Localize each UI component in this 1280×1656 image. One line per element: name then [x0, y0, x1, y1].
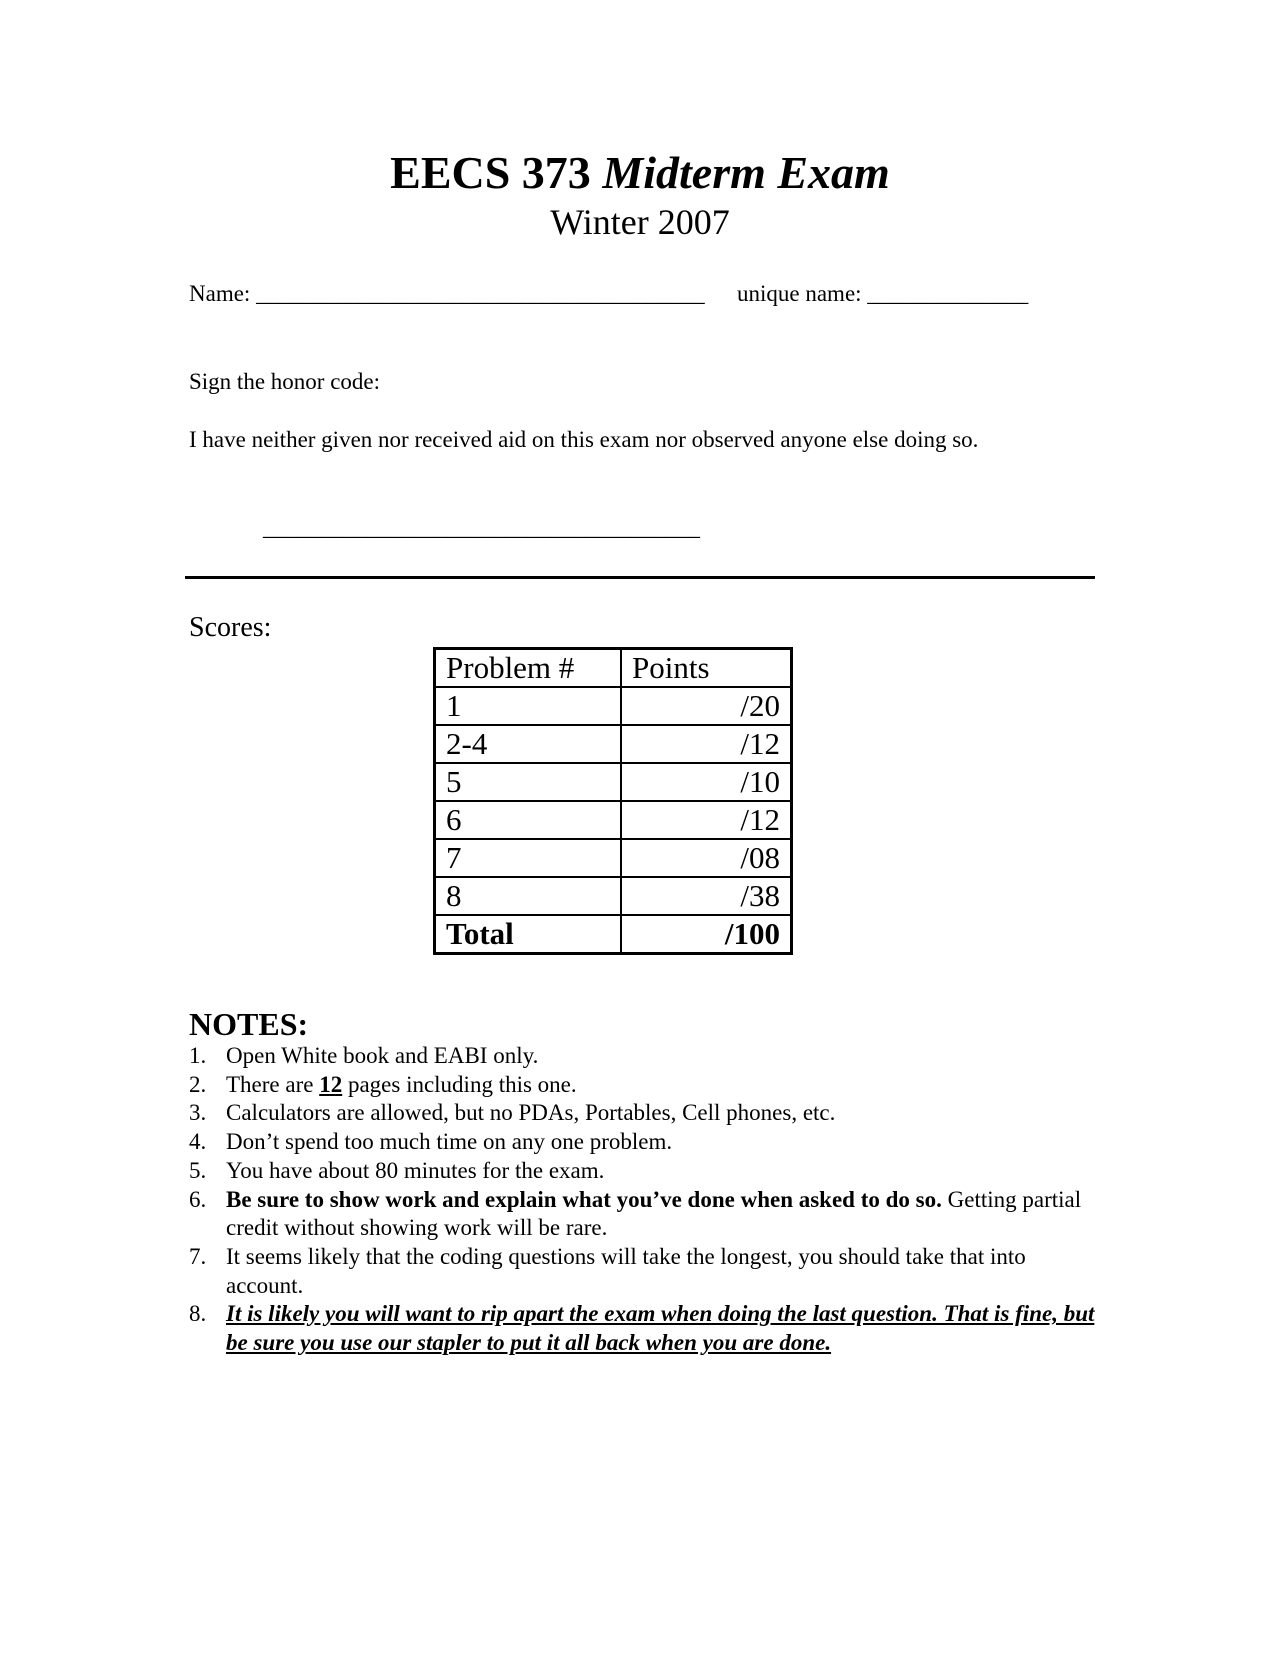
- list-item: [189, 1300, 1099, 1357]
- note-bold-text: Be sure to show work and explain what you’ve done when asked to do so.: [226, 1186, 942, 1212]
- table-row: [435, 877, 792, 915]
- note-rest-text: Getting partial credit without showing work will be rare.: [226, 1186, 1082, 1241]
- table-row: [435, 839, 792, 877]
- honor-instruction: Sign the honor code:: [189, 369, 380, 394]
- note-number: 7.: [189, 1243, 207, 1269]
- total-points: /100: [621, 915, 792, 954]
- header-problem: Problem #: [435, 649, 622, 688]
- name-label: Name:: [189, 281, 251, 306]
- note-number: 3.: [189, 1100, 207, 1126]
- exam-term: Winter 2007: [550, 202, 730, 242]
- note-number: 4.: [189, 1129, 207, 1155]
- name-field[interactable]: _______________________________________: [256, 281, 705, 306]
- note-text: [226, 1071, 1099, 1100]
- list-item: [189, 1243, 1099, 1300]
- problem-cell: 6: [435, 801, 622, 839]
- points-cell: /12: [621, 725, 792, 763]
- unique-name-line: [737, 282, 1028, 305]
- table-row: [435, 801, 792, 839]
- points-cell: /20: [621, 687, 792, 725]
- points-cell: /12: [621, 801, 792, 839]
- note-number: 8.: [189, 1301, 207, 1327]
- header-points: Points: [621, 649, 792, 688]
- course-code: EECS 373: [390, 147, 591, 198]
- problem-cell: 8: [435, 877, 622, 915]
- exam-title: [0, 147, 1280, 198]
- note-text: [226, 1186, 1099, 1243]
- unique-name-field[interactable]: ______________: [867, 281, 1029, 306]
- table-row: [435, 763, 792, 801]
- note-text: You have about 80 minutes for the exam.: [226, 1157, 605, 1183]
- total-label: Total: [435, 915, 622, 954]
- points-cell: /08: [621, 839, 792, 877]
- scores-label: Scores:: [189, 612, 272, 643]
- note-text-pre: There are: [226, 1071, 320, 1097]
- problem-cell: 7: [435, 839, 622, 877]
- note-number: 1.: [189, 1043, 207, 1068]
- table-header-row: [435, 649, 792, 688]
- table-row: [435, 725, 792, 763]
- list-item: [189, 1099, 1099, 1128]
- table-row: [435, 687, 792, 725]
- honor-statement: I have neither given nor received aid on this exam nor observed anyone else doing so.: [189, 427, 979, 452]
- note-text: It seems likely that the coding questions will take the longest, you should take that into account.: [226, 1243, 1026, 1298]
- list-item: [189, 1186, 1099, 1243]
- list-item: [189, 1042, 1099, 1071]
- notes-list: [189, 1042, 1099, 1358]
- total-row: [435, 915, 792, 954]
- note-text: Calculators are allowed, but no PDAs, Portables, Cell phones, etc.: [226, 1100, 836, 1126]
- signature-field[interactable]: ______________________________________: [263, 515, 700, 540]
- name-line: [189, 282, 705, 305]
- problem-cell: 2-4: [435, 725, 622, 763]
- points-cell: /38: [621, 877, 792, 915]
- exam-type: Midterm Exam: [602, 147, 890, 198]
- problem-cell: 1: [435, 687, 622, 725]
- note-text: Open White book and EABI only.: [226, 1043, 539, 1068]
- notes-heading: NOTES:: [189, 1006, 309, 1042]
- list-item: [189, 1157, 1099, 1186]
- scores-table: [433, 647, 793, 955]
- note-text-post: pages including this one.: [342, 1071, 577, 1097]
- note-number: 2.: [189, 1071, 207, 1097]
- problem-cell: 5: [435, 763, 622, 801]
- unique-name-label: unique name:: [737, 281, 862, 306]
- page-count: 12: [319, 1071, 343, 1097]
- list-item: [189, 1071, 1099, 1100]
- note-number: 6.: [189, 1186, 207, 1212]
- note-text: It is likely you will want to rip apart the exam when doing the last question. That is fine, but be sure you use our stapler to put it all back when you are done.: [226, 1301, 1095, 1356]
- section-divider: [185, 576, 1095, 579]
- note-number: 5.: [189, 1157, 207, 1183]
- list-item: [189, 1128, 1099, 1157]
- points-cell: /10: [621, 763, 792, 801]
- note-text: Don’t spend too much time on any one problem.: [226, 1129, 673, 1155]
